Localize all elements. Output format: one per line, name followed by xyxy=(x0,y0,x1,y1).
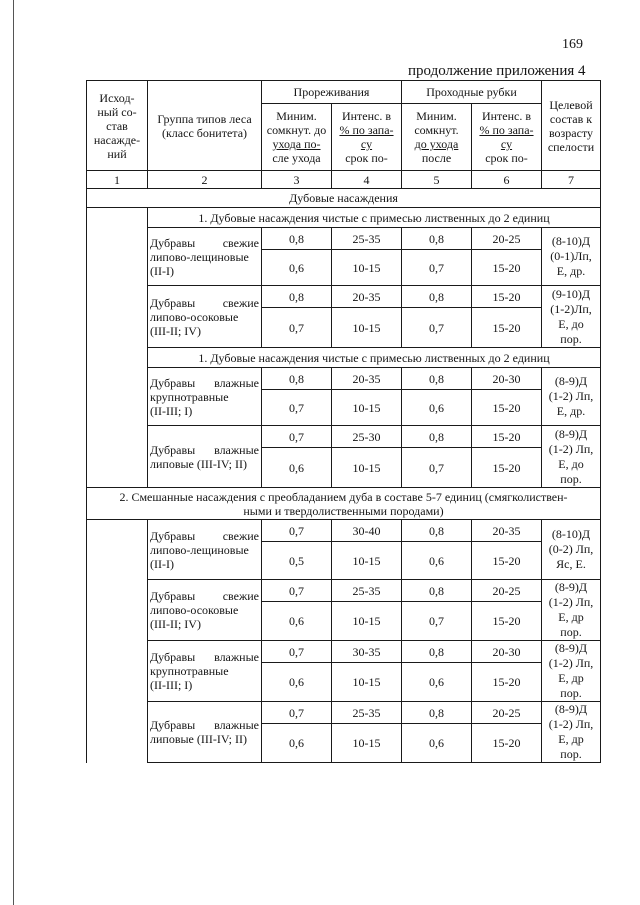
intensity-thinning: 25-35 xyxy=(332,228,402,250)
intensity-passage: 20-30 xyxy=(472,641,542,663)
target-composition-line: пор. xyxy=(560,331,582,346)
target-composition-line: пор. xyxy=(560,686,582,700)
intensity-thinning: 30-35 xyxy=(332,641,402,663)
forest-type-line: (II-I) xyxy=(150,556,174,571)
min-closure-passage: 0,7 xyxy=(402,448,472,488)
section-title: 1. Дубовые насаждения чистые с примесью лиственных до 2 единиц xyxy=(148,348,601,368)
intensity-passage: 15-20 xyxy=(472,602,542,641)
intensity-thinning: 20-35 xyxy=(332,286,402,308)
target-composition-cell xyxy=(542,520,601,580)
table-row xyxy=(87,641,601,663)
forest-type-line: Дубравы влажные xyxy=(150,650,259,664)
table-row xyxy=(87,702,601,724)
min-closure-thinning: 0,6 xyxy=(262,250,332,286)
forest-type-line: липово-осоковые xyxy=(150,603,239,617)
intensity-passage: 20-30 xyxy=(472,368,542,390)
min-closure-passage: 0,6 xyxy=(402,390,472,426)
initial-composition-cell xyxy=(87,250,148,286)
min-closure-thinning: 0,8 xyxy=(262,368,332,390)
target-composition-line: Е, др xyxy=(558,732,584,746)
intensity-thinning: 20-35 xyxy=(332,368,402,390)
min-closure-passage: 0,8 xyxy=(402,702,472,724)
forest-type-cell xyxy=(148,580,262,641)
initial-composition-cell xyxy=(87,228,148,250)
forest-type-line: липовые (III-IV; II) xyxy=(150,456,247,471)
target-composition-line: Е, др. xyxy=(556,264,586,278)
min-closure-passage: 0,6 xyxy=(402,724,472,763)
section-title-row xyxy=(87,208,601,228)
forest-type-line: (II-I) xyxy=(150,263,174,278)
forest-type-line: Дубравы свежие xyxy=(150,589,259,603)
target-composition-line: Яс, Е. xyxy=(556,557,586,571)
min-closure-thinning: 0,5 xyxy=(262,542,332,580)
header-min-closure-thinning: Миним. сомкнут. до ухода по- сле ухода xyxy=(262,104,332,171)
target-composition-cell xyxy=(542,426,601,488)
intensity-thinning: 10-15 xyxy=(332,448,402,488)
forest-type-cell xyxy=(148,286,262,348)
intensity-thinning: 25-35 xyxy=(332,580,402,602)
intensity-passage: 20-25 xyxy=(472,228,542,250)
min-closure-passage: 0,8 xyxy=(402,580,472,602)
forest-care-table xyxy=(86,80,601,763)
target-composition-cell xyxy=(542,702,601,763)
intensity-passage: 15-20 xyxy=(472,426,542,448)
forest-type-cell xyxy=(148,228,262,286)
target-composition-line: Е, др xyxy=(558,671,584,685)
intensity-passage: 20-25 xyxy=(472,580,542,602)
header-passage-cutting: Проходные рубки xyxy=(402,81,542,104)
target-composition-line: (1-2) Лп, xyxy=(548,441,594,456)
min-closure-thinning: 0,7 xyxy=(262,520,332,542)
intensity-thinning: 25-30 xyxy=(332,426,402,448)
initial-composition-cell xyxy=(87,641,148,663)
section-title: 1. Дубовые насаждения чистые с примесью лиственных до 2 единиц xyxy=(148,208,601,228)
min-closure-thinning: 0,7 xyxy=(262,308,332,348)
initial-composition-cell xyxy=(87,368,148,390)
forest-type-line: липово-лещиновые xyxy=(150,249,249,264)
col-num: 7 xyxy=(542,171,601,189)
col-num: 5 xyxy=(402,171,472,189)
initial-composition-cell xyxy=(87,520,148,542)
intensity-thinning: 30-40 xyxy=(332,520,402,542)
target-composition-line: (8-9)Д xyxy=(554,374,588,388)
target-composition-line: (1-2) Лп, xyxy=(548,656,594,670)
min-closure-thinning: 0,8 xyxy=(262,286,332,308)
intensity-thinning: 10-15 xyxy=(332,390,402,426)
forest-type-line: Дубравы свежие xyxy=(150,295,259,310)
forest-type-line: липово-осоковые xyxy=(150,309,239,324)
min-closure-passage: 0,7 xyxy=(402,308,472,348)
target-composition-line: (1-2)Лп, xyxy=(550,301,592,316)
initial-composition-cell xyxy=(87,286,148,308)
target-composition-line: (1-2) Лп, xyxy=(548,389,594,403)
intensity-thinning: 10-15 xyxy=(332,542,402,580)
section-blank-cell xyxy=(87,208,148,228)
intensity-passage: 15-20 xyxy=(472,448,542,488)
table-row xyxy=(87,580,601,602)
forest-type-cell xyxy=(148,368,262,426)
intensity-passage: 15-20 xyxy=(472,542,542,580)
min-closure-passage: 0,7 xyxy=(402,250,472,286)
target-composition-line: (0-2) Лп, xyxy=(548,542,594,556)
col-num: 2 xyxy=(148,171,262,189)
target-composition-line: (8-9)Д xyxy=(554,426,588,441)
forest-type-line: крупнотравные xyxy=(150,389,229,404)
target-composition-line: (8-10)Д xyxy=(551,527,591,541)
table-row xyxy=(87,426,601,448)
min-closure-thinning: 0,8 xyxy=(262,228,332,250)
min-closure-thinning: 0,7 xyxy=(262,390,332,426)
target-composition-line: (8-9)Д xyxy=(554,702,588,716)
min-closure-passage: 0,8 xyxy=(402,520,472,542)
min-closure-thinning: 0,6 xyxy=(262,663,332,702)
target-composition-cell xyxy=(542,228,601,286)
col-num: 1 xyxy=(87,171,148,189)
initial-composition-cell xyxy=(87,426,148,448)
min-closure-thinning: 0,6 xyxy=(262,602,332,641)
target-composition-line: Е, до xyxy=(558,456,584,471)
target-composition-line: Е, др xyxy=(558,610,584,624)
min-closure-passage: 0,8 xyxy=(402,286,472,308)
forest-type-line: (III-II; IV) xyxy=(150,323,201,338)
header-initial-composition: Исход- ный со- став насажде- ний xyxy=(87,81,148,171)
intensity-passage: 20-25 xyxy=(472,702,542,724)
forest-type-cell xyxy=(148,641,262,702)
intensity-passage: 20-35 xyxy=(472,520,542,542)
header-row-1 xyxy=(87,81,601,104)
min-closure-thinning: 0,7 xyxy=(262,702,332,724)
forest-type-line: (III-II; IV) xyxy=(150,617,201,631)
header-intensity-passage: Интенс. в % по запа- су срок по- xyxy=(472,104,542,171)
forest-type-cell xyxy=(148,426,262,488)
table-row xyxy=(87,286,601,308)
min-closure-thinning: 0,6 xyxy=(262,724,332,763)
target-composition-line: (9-10)Д xyxy=(551,286,591,301)
intensity-passage: 15-20 xyxy=(472,663,542,702)
table-row xyxy=(87,368,601,390)
forest-type-cell xyxy=(148,520,262,580)
target-composition-line: Е, до xyxy=(558,316,584,331)
min-closure-thinning: 0,7 xyxy=(262,580,332,602)
header-thinning: Прореживания xyxy=(262,81,402,104)
header-min-closure-passage: Миним. сомкнут. до ухода после xyxy=(402,104,472,171)
forest-type-line: (II-III; I) xyxy=(150,678,193,692)
scan-edge-line xyxy=(13,0,14,905)
forest-type-line: липовые (III-IV; II) xyxy=(150,732,247,746)
target-composition-cell xyxy=(542,580,601,641)
table-row xyxy=(87,228,601,250)
col-num: 3 xyxy=(262,171,332,189)
target-composition-line: пор. xyxy=(560,747,582,761)
min-closure-passage: 0,8 xyxy=(402,368,472,390)
continuation-label: продолжение приложения 4 xyxy=(408,63,586,79)
forest-type-line: Дубравы влажные xyxy=(150,375,259,390)
target-composition-line: пор. xyxy=(560,625,582,639)
forest-type-line: Дубравы влажные xyxy=(150,718,259,732)
col-num: 6 xyxy=(472,171,542,189)
section-title-row xyxy=(87,348,601,368)
forest-type-line: Дубравы свежие xyxy=(150,235,259,250)
intensity-thinning: 10-15 xyxy=(332,663,402,702)
min-closure-passage: 0,6 xyxy=(402,663,472,702)
target-composition-line: (8-10)Д xyxy=(551,234,591,248)
intensity-thinning: 10-15 xyxy=(332,602,402,641)
intensity-passage: 15-20 xyxy=(472,308,542,348)
intensity-passage: 15-20 xyxy=(472,390,542,426)
initial-composition-cell xyxy=(87,390,148,426)
header-intensity-thinning: Интенс. в % по запа- су срок по- xyxy=(332,104,402,171)
section-title-row xyxy=(87,488,601,520)
table-body xyxy=(87,81,601,763)
forest-type-cell xyxy=(148,702,262,763)
intensity-passage: 15-20 xyxy=(472,724,542,763)
oak-stands-title-row xyxy=(87,189,601,208)
forest-type-line: крупнотравные xyxy=(150,664,229,678)
initial-composition-cell xyxy=(87,580,148,602)
intensity-thinning: 10-15 xyxy=(332,250,402,286)
target-composition-line: Е, др. xyxy=(556,404,586,418)
target-composition-line: пор. xyxy=(560,471,582,486)
initial-composition-cell xyxy=(87,724,148,763)
min-closure-passage: 0,8 xyxy=(402,641,472,663)
target-composition-line: (1-2) Лп, xyxy=(548,717,594,731)
target-composition-cell xyxy=(542,286,601,348)
target-composition-line: (8-9)Д xyxy=(554,580,588,594)
header-forest-type: Группа типов леса (класс бонитета) xyxy=(148,81,262,171)
initial-composition-cell xyxy=(87,602,148,641)
min-closure-thinning: 0,7 xyxy=(262,641,332,663)
min-closure-passage: 0,7 xyxy=(402,602,472,641)
min-closure-thinning: 0,6 xyxy=(262,448,332,488)
intensity-passage: 15-20 xyxy=(472,250,542,286)
oak-stands-title: Дубовые насаждения xyxy=(87,189,601,208)
section-title xyxy=(87,488,601,520)
intensity-thinning: 10-15 xyxy=(332,724,402,763)
forest-type-line: Дубравы влажные xyxy=(150,442,259,457)
table-row xyxy=(87,520,601,542)
intensity-passage: 15-20 xyxy=(472,286,542,308)
section-blank-cell xyxy=(87,348,148,368)
col-num: 4 xyxy=(332,171,402,189)
forest-type-line: Дубравы свежие xyxy=(150,528,259,543)
forest-type-line: липово-лещиновые xyxy=(150,542,249,557)
initial-composition-cell xyxy=(87,542,148,580)
forest-type-line: (II-III; I) xyxy=(150,403,193,418)
page-number: 169 xyxy=(562,37,583,52)
initial-composition-cell xyxy=(87,448,148,488)
min-closure-thinning: 0,7 xyxy=(262,426,332,448)
initial-composition-cell xyxy=(87,308,148,348)
column-number-row xyxy=(87,171,601,189)
target-composition-line: (0-1)Лп, xyxy=(550,249,592,263)
min-closure-passage: 0,8 xyxy=(402,426,472,448)
target-composition-cell xyxy=(542,641,601,702)
intensity-thinning: 25-35 xyxy=(332,702,402,724)
initial-composition-cell xyxy=(87,702,148,724)
min-closure-passage: 0,8 xyxy=(402,228,472,250)
target-composition-cell xyxy=(542,368,601,426)
min-closure-passage: 0,6 xyxy=(402,542,472,580)
section-title-line: ными и твердолиственными породами) xyxy=(243,503,444,518)
section-title-line: 2. Смешанные насаждения с преобладанием дуба в составе 5-7 единиц (смягколиствен- xyxy=(119,489,568,504)
intensity-thinning: 10-15 xyxy=(332,308,402,348)
target-composition-line: (8-9)Д xyxy=(554,641,588,655)
header-target-composition: Целевой состав к возрасту спелости xyxy=(542,81,601,171)
initial-composition-cell xyxy=(87,663,148,702)
target-composition-line: (1-2) Лп, xyxy=(548,595,594,609)
